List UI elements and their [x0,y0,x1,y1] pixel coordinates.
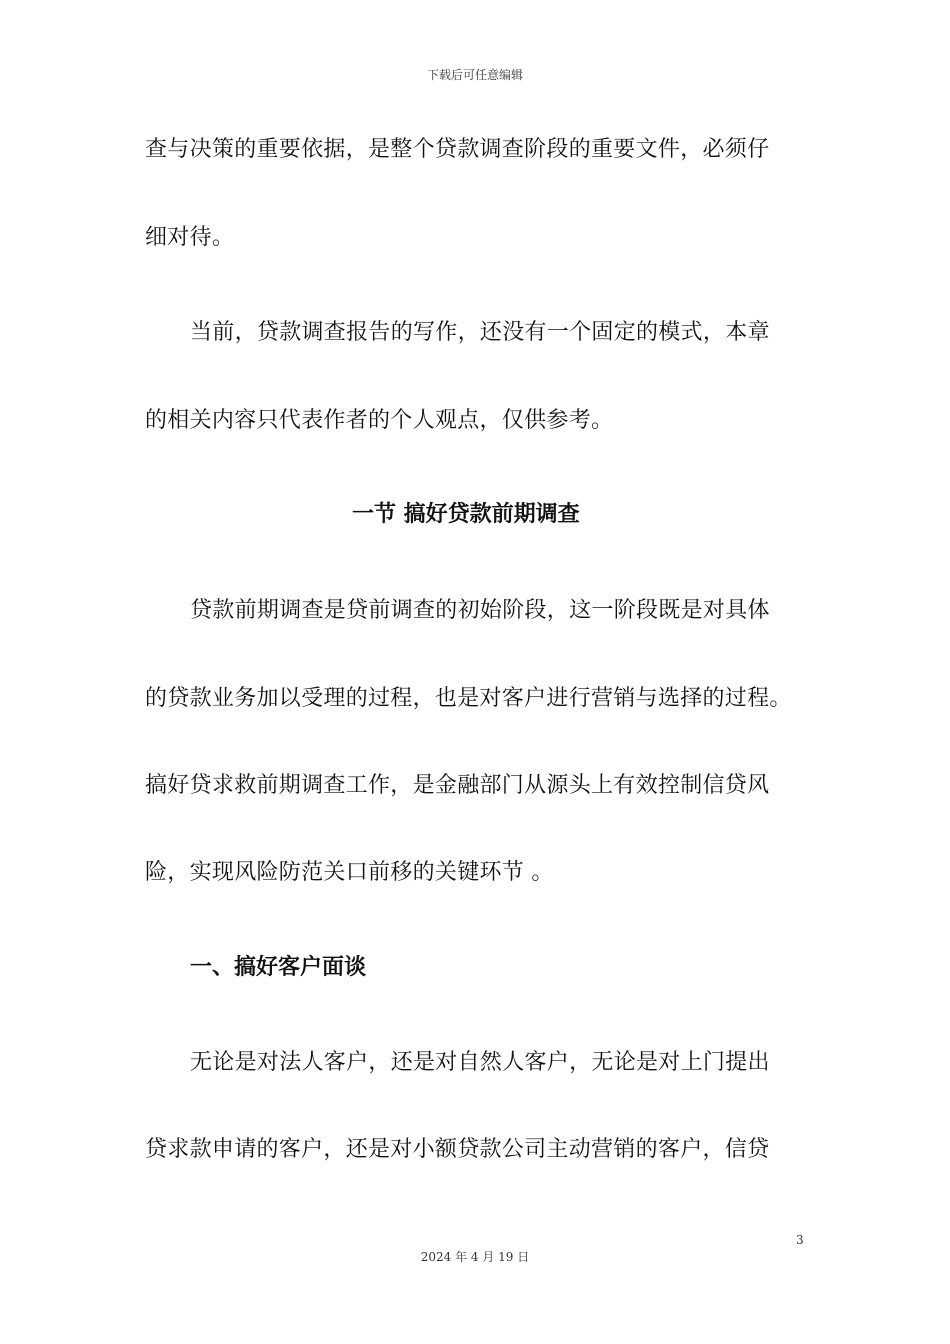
subsection-heading: 一、搞好客户面谈 [190,955,367,980]
paragraph-line: 的相关内容只代表作者的个人观点，仅供参考。 [145,408,614,433]
paragraph-line: 当前，贷款调查报告的写作，还没有一个固定的模式，本章 [190,320,770,345]
paragraph-line: 贷求款申请的客户，还是对小额贷款公司主动营销的客户，信贷 [145,1137,770,1162]
paragraph-line: 查与决策的重要依据，是整个贷款调查阶段的重要文件，必须仔 [145,137,770,162]
page-header: 下载后可任意编辑 [426,68,523,82]
paragraph-line: 搞好贷求救前期调查工作，是金融部门从源头上有效控制信贷风 [145,773,770,798]
page-number: 3 [796,1233,804,1247]
footer-date: 2024 年 4 月 19 日 [420,1250,530,1264]
paragraph-line: 细对待。 [145,225,235,250]
paragraph-line: 的贷款业务加以受理的过程，也是对客户进行营销与选择的过程。 [145,686,792,711]
paragraph-line: 无论是对法人客户，还是对自然人客户，无论是对上门提出 [190,1050,770,1075]
paragraph-line: 贷款前期调查是贷前调查的初始阶段，这一阶段既是对具体 [190,598,770,623]
paragraph-line: 险，实现风险防范关口前移的关键环节 。 [145,860,554,885]
section-heading: 一节 搞好贷款前期调查 [352,502,580,527]
